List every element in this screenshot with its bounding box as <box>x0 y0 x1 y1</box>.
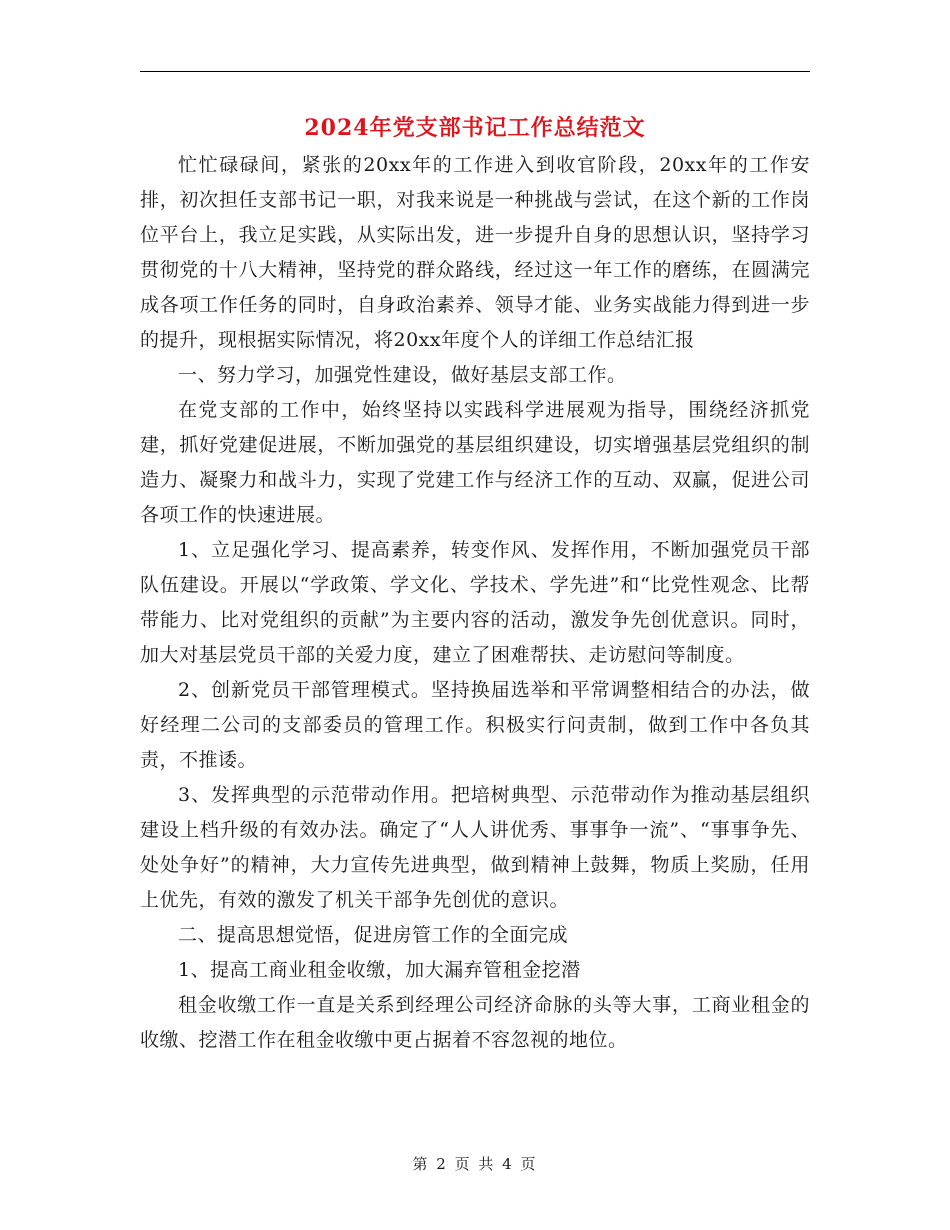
document-title: 2024年党支部书记工作总结范文 <box>304 115 646 141</box>
paragraph-intro: 忙忙碌碌间，紧张的20xx年的工作进入到收官阶段，20xx年的工作安排，初次担任支部书记一职，对我来说是一种挑战与尝试，在这个新的工作岗位平台上，我立足实践，从实际出发，进一步提升自身的思想认识，坚持学习贯彻党的十八大精神，坚持党的群众路线，经过这一年工作的磨练，在圆满完成各项工作任务的同时，自身政治素养、领导才能、业务实战能力得到进一步的提升，现根据实际情况，将20xx年度个人的详细工作总结汇报 <box>140 154 810 351</box>
header-rule <box>140 71 810 72</box>
list-item-2: 2、创新党员干部管理模式。坚持换届选举和平常调整相结合的办法，做好经理二公司的支部委员的管理工作。积极实行问责制，做到工作中各负其责，不推诿。 <box>140 679 810 771</box>
section-heading-1: 一、努力学习，加强党性建设，做好基层支部工作。 <box>178 364 627 386</box>
paragraph: 在党支部的工作中，始终坚持以实践科学进展观为指导，围绕经济抓党建，抓好党建促进展，不断加强党的基层组织建设，切实增强基层党组织的制造力、凝聚力和战斗力，实现了党建工作与经济工作的互动、双赢，促进公司各项工作的快速进展。 <box>140 399 810 526</box>
paragraph: 租金收缴工作一直是关系到经理公司经济命脉的头等大事，工商业租金的收缴、挖潜工作在租金收缴中更占据着不容忽视的地位。 <box>140 994 810 1051</box>
list-item-3: 3、发挥典型的示范带动作用。把培树典型、示范带动作为推动基层组织建设上档升级的有效办法。确定了“人人讲优秀、事事争一流”、“事事争先、处处争好”的精神，大力宣传先进典型，做到精神上鼓舞，物质上奖励，任用上优先，有效的激发了机关干部争先创优的意识。 <box>140 784 810 911</box>
section-heading-2: 二、提高思想觉悟，促进房管工作的全面完成 <box>178 924 569 946</box>
subsection-heading-1: 1、提高工商业租金收缴，加大漏弃管租金挖潜 <box>178 959 581 981</box>
list-item-1: 1、立足强化学习、提高素养，转变作风、发挥作用，不断加强党员干部队伍建设。开展以“学政策、学文化、学技术、学先进”和“比党性观念、比帮带能力、比对党组织的贡献”为主要内容的活动，激发争先创优意识。同时，加大对基层党员干部的关爱力度，建立了困难帮扶、走访慰问等制度。 <box>140 539 810 666</box>
document-body <box>140 148 810 1058</box>
page-number-footer: 第 2 页 共 4 页 <box>412 1155 538 1173</box>
